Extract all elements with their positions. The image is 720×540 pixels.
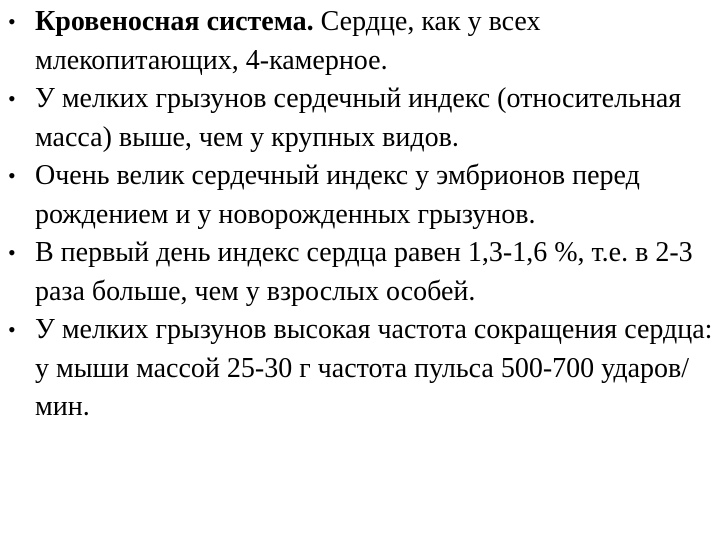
bullet-icon: • bbox=[8, 240, 16, 265]
bullet-text: Сердце, как у всех млекопитающих, 4-камерное. bbox=[35, 6, 541, 76]
bullet-item-heart-index bbox=[8, 80, 713, 157]
bullet-item-first-day bbox=[8, 234, 713, 311]
bullet-icon: • bbox=[8, 9, 16, 34]
section-heading: Кровеносная система. bbox=[35, 6, 314, 37]
bullet-item-embryo-index bbox=[8, 157, 713, 234]
bullet-list bbox=[8, 3, 713, 427]
bullet-text: Очень велик сердечный индекс у эмбрионов перед рождением и у новорожденных грызунов. bbox=[35, 160, 640, 230]
bullet-icon: • bbox=[8, 163, 16, 188]
bullet-item-circulatory-system bbox=[8, 3, 713, 80]
bullet-item-heart-rate bbox=[8, 311, 713, 427]
bullet-icon: • bbox=[8, 86, 16, 111]
bullet-text: У мелких грызунов сердечный индекс (относительная масса) выше, чем у крупных видов. bbox=[35, 83, 682, 153]
bullet-text: В первый день индекс сердца равен 1,3-1,6 %, т.е. в 2-3 раза больше, чем у взрослых особей. bbox=[35, 237, 693, 307]
bullet-text: У мелких грызунов высокая частота сокращения сердца: у мыши массой 25-30 г частота пульса 500-700 ударов/мин. bbox=[35, 314, 713, 422]
bullet-icon: • bbox=[8, 317, 16, 342]
